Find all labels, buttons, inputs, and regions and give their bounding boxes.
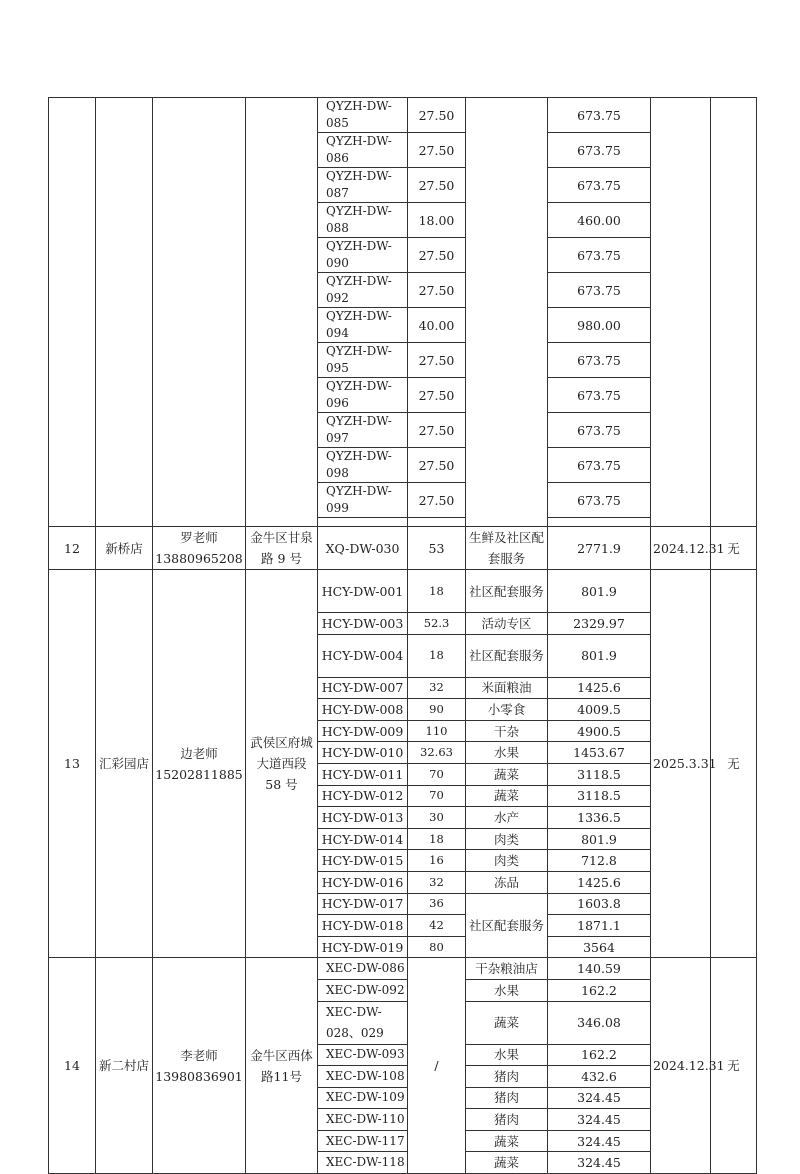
cell-empty [153,98,246,527]
booth-area: 27.50 [408,378,466,413]
booth-area: 16 [408,850,466,872]
booth-area: 52.3 [408,613,466,635]
booth-area: 40.00 [408,308,466,343]
booth-amount: 673.75 [548,413,651,448]
booth-area: 70 [408,785,466,807]
booth-usage: 蔬菜 [466,1152,548,1174]
cell-empty [318,518,408,527]
booth-amount: 712.8 [548,850,651,872]
store-number: 14 [49,958,96,1174]
table-row [49,958,757,980]
booth-usage: 猪肉 [466,1087,548,1109]
store-address: 武侯区府城大道西段 58 号 [246,570,318,958]
booth-usage: 蔬菜 [466,1001,548,1044]
booth-code: HCY-DW-015 [318,850,408,872]
booth-usage: 米面粮油 [466,677,548,699]
booth-code: QYZH-DW-097 [318,413,408,448]
booth-amount: 801.9 [548,570,651,613]
booth-usage: 猪肉 [466,1109,548,1131]
booth-area: 32 [408,677,466,699]
booth-code: HCY-DW-013 [318,807,408,829]
booth-code: HCY-DW-010 [318,742,408,764]
booth-usage: 冻品 [466,871,548,893]
booth-area: 27.50 [408,273,466,308]
booth-amount: 1603.8 [548,893,651,915]
booth-code: HCY-DW-017 [318,893,408,915]
booth-area: 27.50 [408,448,466,483]
booth-area: 42 [408,915,466,937]
expiry-date: 2025.3.31 [651,570,711,958]
booth-area: 18 [408,570,466,613]
booth-amount: 673.75 [548,273,651,308]
cell-empty [408,518,466,527]
booth-area: 90 [408,699,466,721]
booth-code: XQ-DW-030 [318,527,408,570]
booth-area: 18 [408,634,466,677]
booth-code: XEC-DW-028、029 [318,1001,408,1044]
booth-code: XEC-DW-093 [318,1044,408,1066]
booth-code: XEC-DW-092 [318,979,408,1001]
booth-amount: 162.2 [548,1044,651,1066]
booth-amount: 4900.5 [548,720,651,742]
booth-amount: 460.00 [548,203,651,238]
booth-usage: 蔬菜 [466,1130,548,1152]
booth-usage: 肉类 [466,850,548,872]
booth-amount: 140.59 [548,958,651,980]
booth-code: XEC-DW-117 [318,1130,408,1152]
booth-usage: 活动专区 [466,613,548,635]
booth-amount: 673.75 [548,448,651,483]
booth-amount: 346.08 [548,1001,651,1044]
booth-usage: 社区配套服务 [466,570,548,613]
booth-amount: 324.45 [548,1130,651,1152]
note: 无 [711,958,757,1174]
cell-empty [651,98,711,527]
booth-amount: 1425.6 [548,871,651,893]
store-name: 汇彩园店 [96,570,153,958]
booth-usage: 干杂粮油店 [466,958,548,980]
booth-amount: 432.6 [548,1066,651,1088]
booth-amount: 801.9 [548,634,651,677]
booth-code: HCY-DW-008 [318,699,408,721]
booth-area: 30 [408,807,466,829]
booth-amount: 673.75 [548,133,651,168]
booth-code: XEC-DW-086 [318,958,408,980]
store-address: 金牛区西体路11号 [246,958,318,1174]
store-name: 新桥店 [96,527,153,570]
booth-code: QYZH-DW-092 [318,273,408,308]
cell-empty [466,98,548,527]
booth-code: QYZH-DW-085 [318,98,408,133]
booth-usage: 社区配套服务 [466,634,548,677]
booth-code: HCY-DW-011 [318,763,408,785]
booth-area: 27.50 [408,98,466,133]
booth-area: 27.50 [408,238,466,273]
booth-amount: 1453.67 [548,742,651,764]
cell-empty [548,518,651,527]
store-contact: 罗老师 13880965208 [153,527,246,570]
booth-code: HCY-DW-016 [318,871,408,893]
booth-area: 27.50 [408,343,466,378]
booth-usage: 小零食 [466,699,548,721]
booth-code: QYZH-DW-090 [318,238,408,273]
table-row [49,570,757,613]
store-number: 13 [49,570,96,958]
booth-code: QYZH-DW-094 [318,308,408,343]
booth-code: XEC-DW-108 [318,1066,408,1088]
booth-code: HCY-DW-018 [318,915,408,937]
booth-usage: 社区配套服务 [466,893,548,958]
booth-amount: 673.75 [548,168,651,203]
booth-code: HCY-DW-014 [318,828,408,850]
booth-amount: 2329.97 [548,613,651,635]
booth-usage: 蔬菜 [466,785,548,807]
cell-empty [711,98,757,527]
booth-code: HCY-DW-019 [318,936,408,958]
booth-code: HCY-DW-007 [318,677,408,699]
booth-code: QYZH-DW-087 [318,168,408,203]
expiry-date: 2024.12.31 [651,958,711,1174]
booth-area: 27.50 [408,413,466,448]
booth-code: XEC-DW-118 [318,1152,408,1174]
booth-amount: 1336.5 [548,807,651,829]
booth-amount: 673.75 [548,238,651,273]
booth-code: QYZH-DW-086 [318,133,408,168]
booth-code: HCY-DW-001 [318,570,408,613]
store-name: 新二村店 [96,958,153,1174]
lease-table [48,97,757,1174]
booth-amount: 324.45 [548,1109,651,1131]
booth-code: HCY-DW-009 [318,720,408,742]
booth-area: 110 [408,720,466,742]
booth-amount: 3564 [548,936,651,958]
booth-amount: 673.75 [548,483,651,518]
booth-amount: 162.2 [548,979,651,1001]
booth-amount: 4009.5 [548,699,651,721]
booth-amount: 980.00 [548,308,651,343]
booth-area: 70 [408,763,466,785]
store-contact: 边老师 15202811885 [153,570,246,958]
booth-usage: 生鲜及社区配套服务 [466,527,548,570]
note: 无 [711,527,757,570]
booth-amount: 801.9 [548,828,651,850]
booth-code: QYZH-DW-098 [318,448,408,483]
store-address: 金牛区甘泉路 9 号 [246,527,318,570]
booth-amount: 2771.9 [548,527,651,570]
booth-area: 27.50 [408,168,466,203]
booth-area: 27.50 [408,483,466,518]
booth-amount: 673.75 [548,343,651,378]
booth-code: HCY-DW-012 [318,785,408,807]
store-contact: 李老师 13980836901 [153,958,246,1174]
booth-area: 36 [408,893,466,915]
booth-code: QYZH-DW-088 [318,203,408,238]
cell-empty [49,98,96,527]
expiry-date: 2024.12.31 [651,527,711,570]
booth-amount: 673.75 [548,98,651,133]
booth-code: QYZH-DW-096 [318,378,408,413]
booth-amount: 324.45 [548,1152,651,1174]
note: 无 [711,570,757,958]
booth-amount: 673.75 [548,378,651,413]
booth-area: / [408,958,466,1174]
booth-area: 80 [408,936,466,958]
booth-area: 53 [408,527,466,570]
booth-usage: 水果 [466,742,548,764]
store-number: 12 [49,527,96,570]
booth-amount: 324.45 [548,1087,651,1109]
booth-code: HCY-DW-004 [318,634,408,677]
booth-code: QYZH-DW-095 [318,343,408,378]
booth-amount: 1425.6 [548,677,651,699]
booth-usage: 蔬菜 [466,763,548,785]
booth-area: 32 [408,871,466,893]
booth-code: HCY-DW-003 [318,613,408,635]
booth-area: 18 [408,828,466,850]
booth-usage: 肉类 [466,828,548,850]
booth-usage: 水产 [466,807,548,829]
booth-usage: 干杂 [466,720,548,742]
booth-usage: 水果 [466,979,548,1001]
booth-usage: 猪肉 [466,1066,548,1088]
booth-code: XEC-DW-110 [318,1109,408,1131]
booth-amount: 3118.5 [548,763,651,785]
booth-code: QYZH-DW-099 [318,483,408,518]
booth-area: 18.00 [408,203,466,238]
table-row [49,98,757,133]
booth-amount: 1871.1 [548,915,651,937]
booth-amount: 3118.5 [548,785,651,807]
booth-area: 32.63 [408,742,466,764]
booth-code: XEC-DW-109 [318,1087,408,1109]
booth-usage: 水果 [466,1044,548,1066]
booth-area: 27.50 [408,133,466,168]
store-row-12 [49,527,757,570]
cell-empty [96,98,153,527]
cell-empty [246,98,318,527]
